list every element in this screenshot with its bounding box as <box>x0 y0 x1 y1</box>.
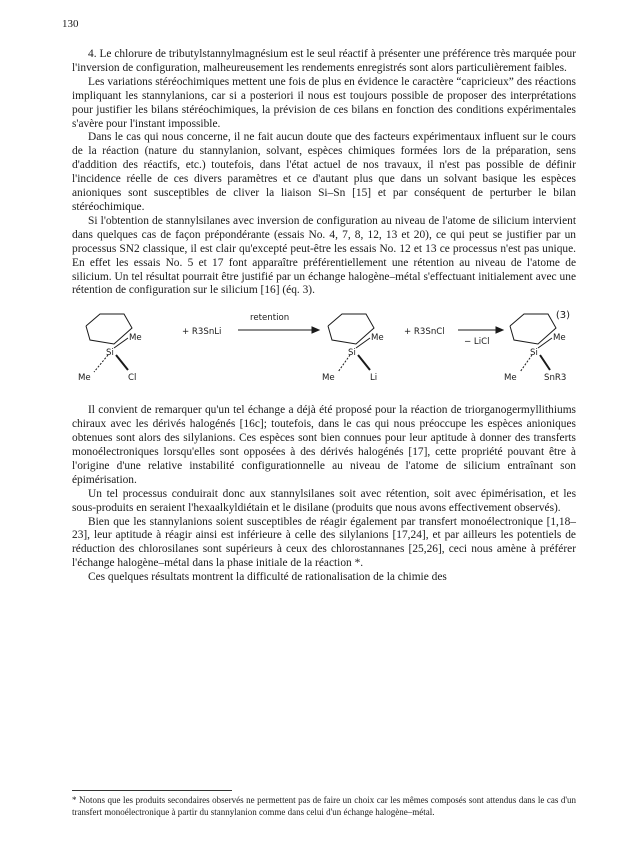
paragraph-7: Bien que les stannylanions soient susceptibles de réagir également par transfert monoélectronique [1,18–23], leur aptitude à réagir ainsi est inférieure à celle des silylanions [17,24], et par ailleurs les potentiels de réduction des chlorosilanes sont supérieurs à ceux des chlorostannanes [25,26], ceci nous amène à préférer l'échange halogène–métal dans la phase initiale de la réaction *. <box>72 515 576 570</box>
reagent-1: + R3SnLi <box>182 327 222 338</box>
paragraph-2: Les variations stéréochimiques mettent une fois de plus en évidence le caractère “capricieux” des réactions impliquant les stannylanions, car si a posteriori il nous est toujours possible de proposer des interprétations pour justifier les bilans stéréochimiques, la prévision de ces bilans en fonction des conditions expérimentales s'avère pour l'instant impossible. <box>72 75 576 130</box>
reaction-scheme-3 <box>72 300 576 400</box>
atom-me-2b: Me <box>322 373 335 384</box>
atom-si-1: Si <box>106 348 114 359</box>
paragraph-3: Dans le cas qui nous concerne, il ne fait aucun doute que des facteurs expérimentaux influent sur le cours de la réaction (nature du stannylanion, solvant, espèces chimiques formées lors de la préparation, sens d'addition des réactifs, etc.) toutefois, dans l'état actuel de nos travaux, il n'est pas possible de définir l'incidence réelle de ces divers paramètres et ce d'autant plus que dans un solvant basique les espèces anioniques sont susceptibles de cliver la liaison Si–Sn [15] et par conséquent de perturber le bilan stéréochimique. <box>72 131 576 213</box>
atom-cl-1: Cl <box>128 373 137 384</box>
atom-me-3a: Me <box>553 333 566 344</box>
paragraph-8: Ces quelques résultats montrent la difficulté de rationalisation de la chimie des <box>88 571 447 584</box>
paragraph-4: Si l'obtention de stannylsilanes avec inversion de configuration au niveau de l'atome de silicium intervient dans quelques cas de façon prépondérante (essais No. 4, 7, 8, 12, 13 et 20), ce qui peut se justifier par un processus SN2 classique, il est clair qu'excepté peut-être les essais No. 12 et 13 ce processus n'est pas unique. En effet les essais No. 5 et 17 font apparaître préférentiellement une rétention au niveau de l'atome de silicium. Un tel résultat pourrait être justifié par un échange halogène–métal s'effectuant initialement avec une rétention de configuration sur le silicium [16] (éq. 3). <box>72 214 576 297</box>
atom-si-3: Si <box>530 348 538 359</box>
atom-me-1a: Me <box>129 333 142 344</box>
reaction-arrow-1 <box>238 327 319 333</box>
atom-me-1b: Me <box>78 373 91 384</box>
atom-snr3-3: SnR3 <box>544 373 567 384</box>
atom-li-2: Li <box>370 373 378 384</box>
molecule-stannylsilane <box>510 314 556 372</box>
byproduct-licl: − LiCl <box>464 337 490 348</box>
reaction-scheme-drawing <box>72 300 576 400</box>
atom-me-2a: Me <box>371 333 384 344</box>
paragraph-5: Il convient de remarquer qu'un tel échange a déjà été proposé pour la réaction de triorganogermyllithiums chiraux avec les dérivés halogénés [16c]; toutefois, dans le cas qui nous préoccupe les espèces anioniques obtenues sont alors des silylanions. Ces espèces sont bien connues pour leur aptitude à donner des transferts monoélectroniques lorsqu'elles sont opposées à des dérivés halogénés [17], cette propriété pouvant être à l'origine d'une relative instabilité configurationnelle au niveau de l'atome de silicium entraînant son épimérisation. <box>72 404 576 486</box>
atom-me-3b: Me <box>504 373 517 384</box>
reaction-arrow-2 <box>458 327 503 333</box>
arrow-label: retention <box>250 313 290 324</box>
molecule-chlorosilane <box>86 314 132 372</box>
reagent-2: + R3SnCl <box>404 327 445 338</box>
page-number: 130 <box>62 18 79 30</box>
equation-label: (3) <box>555 310 570 322</box>
atom-si-2: Si <box>348 348 356 359</box>
footnote-divider <box>72 790 232 791</box>
paragraph-1: 4. Le chlorure de tributylstannylmagnésium est le seul réactif à présenter une préférence très marquée pour l'inversion de configuration, malheureusement les rendements enregistrés sont alors particulièrement faibles. <box>72 48 576 74</box>
body-text <box>72 48 576 585</box>
molecule-silyllithium <box>328 314 374 372</box>
paragraph-6: Un tel processus conduirait donc aux stannylsilanes soit avec rétention, soit avec épimérisation, et les sous-produits en seraient l'hexaalkyldiétain et le disilane (produits que nous avons effectivement observés). <box>72 487 576 514</box>
footnote: * Notons que les produits secondaires observés ne permettent pas de faire un choix car les mêmes composés sont attendus dans le cas d'un transfert monoélectronique à partir du stannylanion comme dans celui d'un échange halogène–métal. <box>72 795 576 817</box>
